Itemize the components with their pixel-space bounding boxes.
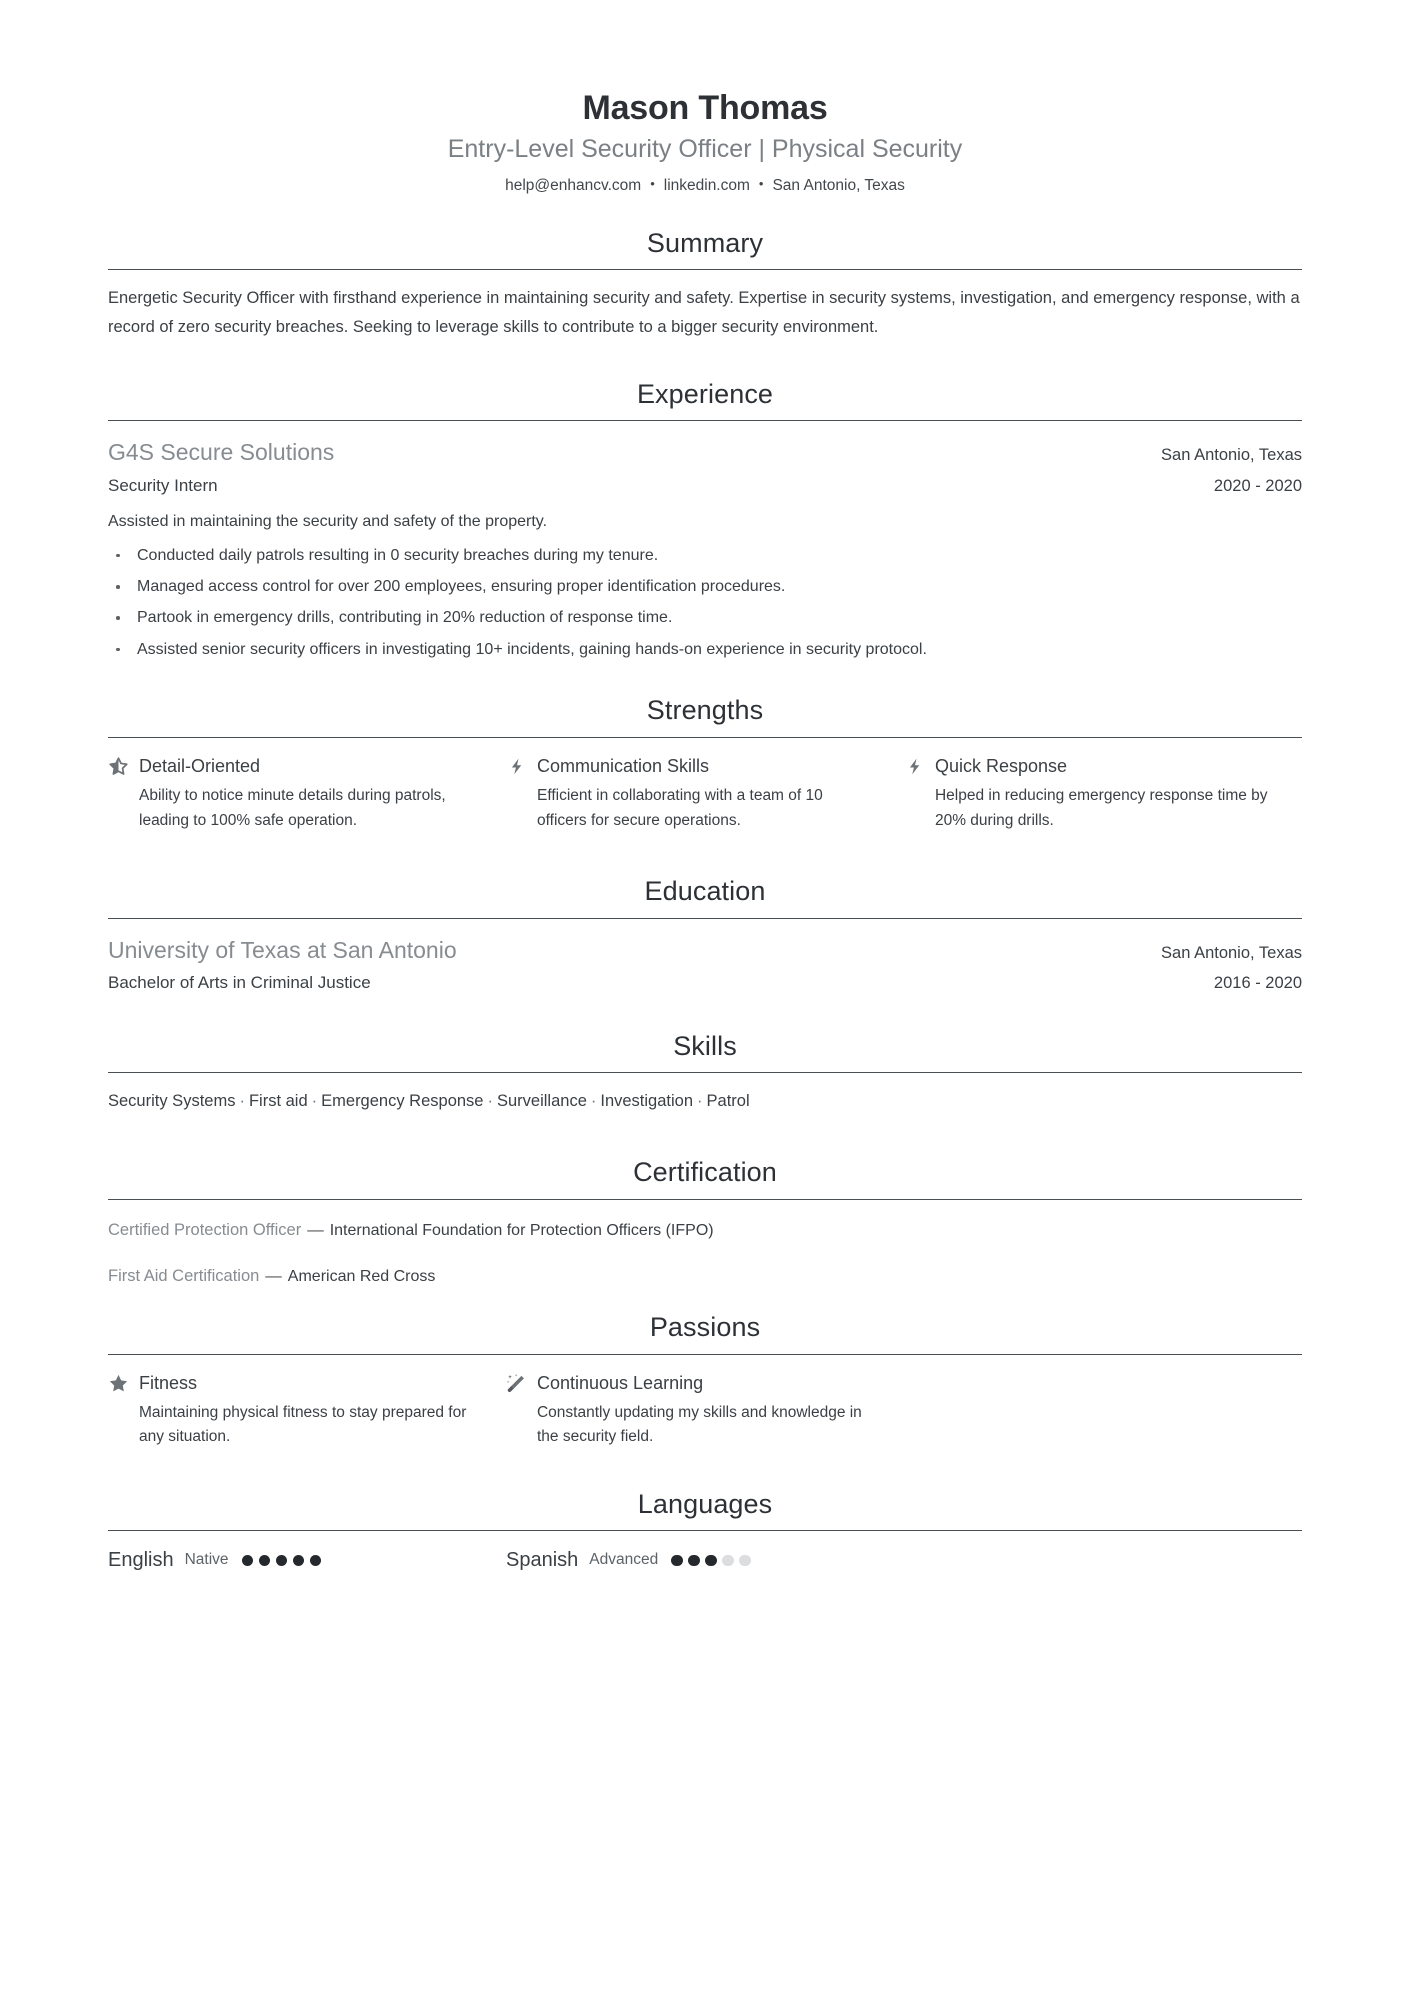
star-half-icon xyxy=(108,756,129,777)
section-experience xyxy=(108,378,1302,662)
experience-bullet: Assisted senior security officers in investigating 10+ incidents, gaining hands-on experience in security protocol. xyxy=(108,638,1302,662)
passion-item xyxy=(506,1371,904,1450)
section-skills xyxy=(108,1030,1302,1115)
rating-dot xyxy=(688,1555,700,1567)
section-strengths xyxy=(108,694,1302,833)
language-rating xyxy=(242,1555,322,1567)
skill-tag: Investigation xyxy=(600,1092,694,1111)
passion-item-header xyxy=(108,1371,476,1396)
strengths-grid xyxy=(108,738,1302,833)
education-organization: University of Texas at San Antonio xyxy=(108,936,457,963)
candidate-job-title: Entry-Level Security Officer | Physical Security xyxy=(447,135,963,164)
strength-item xyxy=(904,754,1302,833)
experience-bullet-list xyxy=(108,544,1302,662)
star-filled-icon xyxy=(108,1373,129,1394)
strength-item xyxy=(108,754,506,833)
section-passions xyxy=(108,1311,1302,1450)
rating-dot xyxy=(276,1555,288,1567)
experience-bullet: Managed access control for over 200 employees, ensuring proper identification procedures. xyxy=(108,575,1302,599)
skill-tag: Patrol xyxy=(706,1092,750,1111)
contact-location[interactable]: San Antonio, Texas xyxy=(772,176,905,194)
rating-dot xyxy=(259,1555,271,1567)
passion-item-title: Fitness xyxy=(139,1372,198,1393)
skill-separator: · xyxy=(590,1092,597,1111)
contact-separator: • xyxy=(758,175,764,191)
language-name: Spanish xyxy=(505,1549,579,1572)
language-item xyxy=(108,1547,506,1573)
passions-grid xyxy=(108,1355,1302,1450)
rating-dot xyxy=(293,1555,305,1567)
lightning-bolt-icon xyxy=(506,756,527,777)
experience-organization: G4S Secure Solutions xyxy=(108,439,335,466)
section-title-certification: Certification xyxy=(633,1157,777,1188)
language-level: Native xyxy=(184,1551,229,1569)
contact-separator: • xyxy=(650,175,655,191)
education-location: San Antonio, Texas xyxy=(1161,943,1302,962)
contact-linkedin[interactable]: linkedin.com xyxy=(663,176,750,194)
language-item xyxy=(506,1547,904,1573)
section-title-education: Education xyxy=(644,876,766,906)
rating-dot xyxy=(242,1555,254,1567)
lightning-bolt-icon xyxy=(904,756,925,777)
rating-dot xyxy=(310,1555,322,1567)
strength-item-description: Helped in reducing emergency response time by 20% during drills. xyxy=(934,787,1268,829)
education-entry xyxy=(108,935,1302,996)
strength-item-description: Ability to notice minute details during patrols, leading to 100% safe operation. xyxy=(139,787,446,829)
experience-dates: 2020 - 2020 xyxy=(1213,476,1302,495)
resume-content xyxy=(108,0,1302,1573)
language-rating xyxy=(671,1555,751,1567)
certification-row xyxy=(108,1218,1302,1243)
strength-item-description: Efficient in collaborating with a team of 10 officers for secure operations. xyxy=(536,787,823,829)
certification-name: First Aid Certification xyxy=(108,1266,260,1285)
education-degree: Bachelor of Arts in Criminal Justice xyxy=(108,972,371,992)
certification-row xyxy=(108,1264,1302,1289)
language-name: English xyxy=(108,1549,174,1572)
skill-separator: · xyxy=(311,1092,318,1111)
skills-list xyxy=(108,1089,1302,1114)
experience-bullet: Partook in emergency drills, contributing in 20% reduction of response time. xyxy=(108,606,1302,630)
rating-dot xyxy=(722,1555,734,1567)
resume-header xyxy=(108,0,1302,197)
strength-item-header xyxy=(506,754,874,779)
skill-tag: Security Systems xyxy=(108,1092,236,1111)
section-title-languages: Languages xyxy=(637,1488,773,1519)
strength-item-title: Communication Skills xyxy=(536,755,710,776)
section-education xyxy=(108,875,1302,996)
passion-item-description: Maintaining physical fitness to stay prepared for any situation. xyxy=(139,1403,467,1446)
certification-name: Certified Protection Officer xyxy=(108,1220,302,1239)
strength-item xyxy=(506,754,904,833)
languages-grid xyxy=(108,1531,1302,1573)
rating-dot xyxy=(739,1555,751,1567)
skill-separator: · xyxy=(239,1092,245,1111)
candidate-name: Mason Thomas xyxy=(582,89,828,127)
passion-item xyxy=(108,1371,506,1450)
education-dates: 2016 - 2020 xyxy=(1213,973,1302,992)
skill-tag: Surveillance xyxy=(496,1092,587,1111)
certification-issuer: International Foundation for Protection Officers (IFPO) xyxy=(329,1221,714,1239)
language-level: Advanced xyxy=(589,1551,659,1569)
passion-item-description: Constantly updating my skills and knowledge in the security field. xyxy=(536,1403,862,1446)
contact-email[interactable]: help@enhancv.com xyxy=(505,176,642,194)
certification-dash: — xyxy=(265,1266,282,1285)
section-summary xyxy=(108,227,1302,342)
section-title-strengths: Strengths xyxy=(646,695,764,726)
rating-dot xyxy=(705,1555,717,1567)
summary-text: Energetic Security Officer with firsthand experience in maintaining security and safety. Expertise in security systems, investigation, and emergency response, with a record of zero security breaches. Seeking to leverage skills to contribute to a bigger security environment. xyxy=(108,289,1300,336)
certification-dash: — xyxy=(307,1220,324,1239)
strength-item-title: Detail-Oriented xyxy=(139,755,261,776)
section-certification xyxy=(108,1156,1302,1289)
contact-line xyxy=(108,175,1302,197)
strength-item-title: Quick Response xyxy=(934,755,1068,776)
skill-tag: First aid xyxy=(248,1092,308,1111)
certification-issuer: American Red Cross xyxy=(287,1267,436,1285)
passion-item-header xyxy=(506,1371,874,1396)
experience-role: Security Intern xyxy=(108,475,218,495)
experience-bullet: Conducted daily patrols resulting in 0 security breaches during my tenure. xyxy=(108,544,1302,568)
skill-tag: Emergency Response xyxy=(321,1092,484,1111)
section-title-experience: Experience xyxy=(636,378,774,409)
experience-location: San Antonio, Texas xyxy=(1161,446,1302,465)
experience-entry xyxy=(108,437,1302,662)
section-title-skills: Skills xyxy=(673,1030,737,1061)
strength-item-header xyxy=(108,754,476,779)
experience-description: Assisted in maintaining the security and safety of the property. xyxy=(108,513,548,531)
rating-dot xyxy=(671,1555,683,1567)
section-title-passions: Passions xyxy=(649,1311,761,1342)
magic-wand-icon xyxy=(506,1373,527,1394)
skill-separator: · xyxy=(697,1092,703,1111)
section-languages xyxy=(108,1488,1302,1574)
skill-separator: · xyxy=(487,1092,493,1111)
strength-item-header xyxy=(904,754,1272,779)
passion-item-title: Continuous Learning xyxy=(536,1372,704,1393)
section-title-summary: Summary xyxy=(646,227,764,258)
